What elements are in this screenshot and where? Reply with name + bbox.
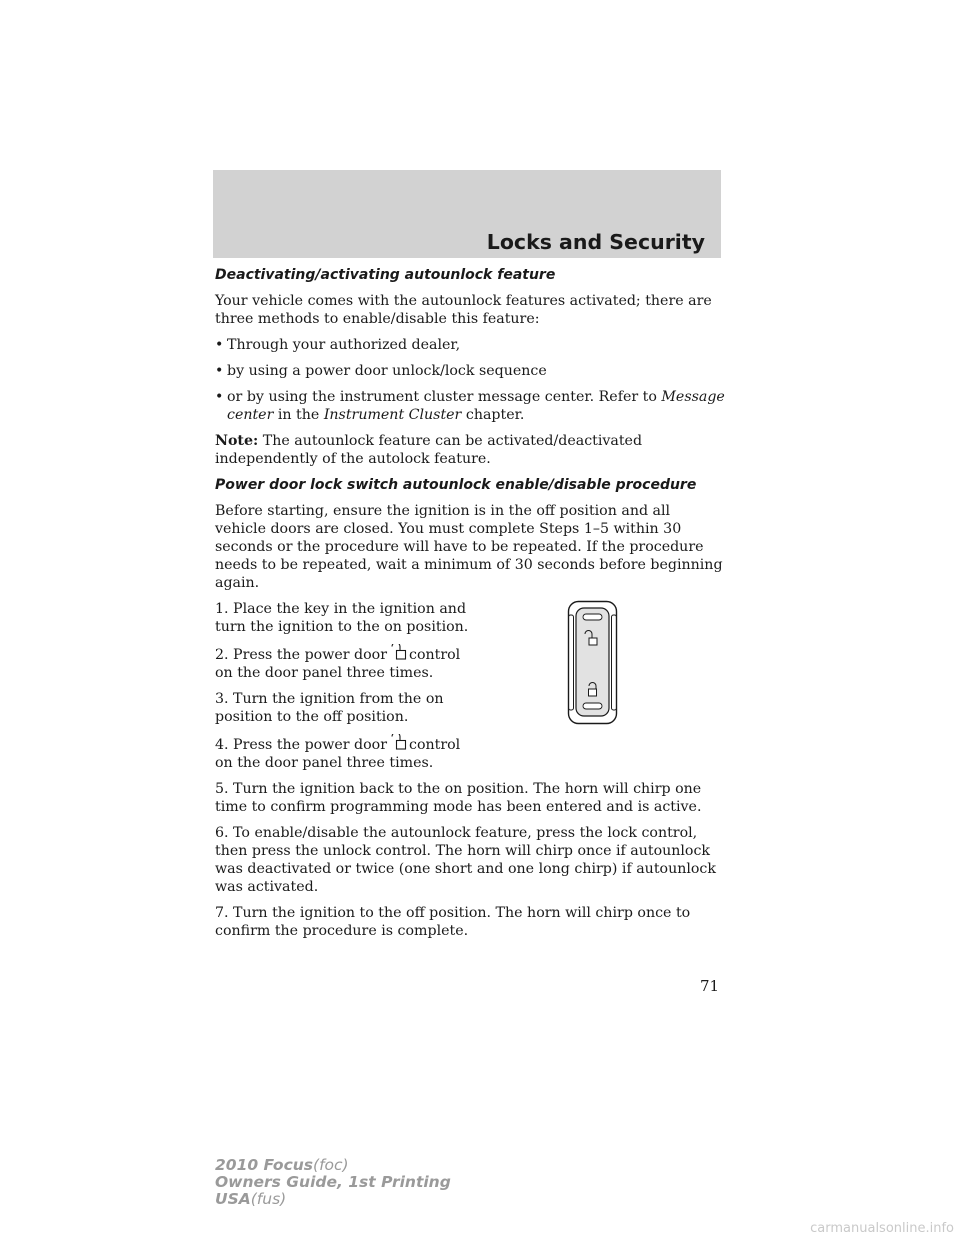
print-footer <box>215 1157 451 1208</box>
list-item: • or by using the instrument cluster message center. Refer to Message center in the Instrument Cluster chapter. <box>215 389 725 423</box>
note-paragraph <box>215 432 725 468</box>
footer-line-2: Owners Guide, 1st Printing <box>215 1173 451 1191</box>
section-header-band <box>213 170 721 258</box>
ref-message-center: Message center <box>227 389 725 423</box>
page-content <box>215 266 725 948</box>
unlock-icon <box>389 644 407 660</box>
step-2-pre: 2. Press the power door <box>215 647 387 663</box>
methods-list <box>215 336 725 424</box>
step-1: 1. Place the key in the ignition and turn the ignition to the on position. <box>215 601 469 635</box>
bullet-text-mid: in the <box>277 407 320 423</box>
step-4 <box>215 734 470 772</box>
step-6: 6. To enable/disable the autounlock feature, press the lock control, then press the unlock control. The horn will chirp once if autounlock was deactivated or twice (one short and one long chirp) if autounlock was activated. <box>215 825 716 895</box>
note-label: Note: <box>215 433 259 449</box>
step-2-post: control on the door panel three times. <box>215 647 461 681</box>
bullet-text-pre: or by using the instrument cluster message center. Refer to <box>227 389 657 405</box>
steps-with-figure <box>215 600 725 772</box>
unlock-icon <box>389 734 407 750</box>
bullet-text: Through your authorized dealer, <box>227 337 461 353</box>
list-item: • by using a power door unlock/lock sequence <box>215 363 547 379</box>
page-number: 71 <box>700 977 720 995</box>
power-door-lock-switch-illustration <box>567 600 632 740</box>
ref-instrument-cluster: Instrument Cluster <box>323 407 462 423</box>
step-4-post: control on the door panel three times. <box>215 737 461 771</box>
footer-market: USA <box>215 1190 251 1208</box>
step-7: 7. Turn the ignition to the off position. The horn will chirp once to confirm the procedure is complete. <box>215 905 691 939</box>
footer-line-1 <box>215 1157 451 1174</box>
watermark: carmanualsonline.info <box>810 1221 954 1236</box>
heading-procedure: Power door lock switch autounlock enable/disable procedure <box>215 477 697 493</box>
footer-market-code: (fus) <box>250 1190 287 1208</box>
bullet-text: by using a power door unlock/lock sequence <box>227 363 547 379</box>
step-5: 5. Turn the ignition back to the on position. The horn will chirp one time to confirm programming mode has been entered and is active. <box>215 781 702 815</box>
footer-model: 2010 Focus <box>215 1156 314 1174</box>
step-4-pre: 4. Press the power door <box>215 737 387 753</box>
procedure-intro: Before starting, ensure the ignition is in the off position and all vehicle doors are closed. You must complete Steps 1–5 within 30 seconds or the procedure will have to be repeated. If the procedure needs to be repeated, wait a minimum of 30 seconds before beginning again. <box>215 503 723 591</box>
list-item: • Through your authorized dealer, <box>215 337 461 353</box>
footer-model-code: (foc) <box>313 1156 349 1174</box>
section-title: Locks and Security <box>486 230 705 254</box>
bullet-text-post: chapter. <box>465 407 525 423</box>
step-3: 3. Turn the ignition from the on position to the off position. <box>215 691 444 725</box>
note-text: The autounlock feature can be activated/deactivated independently of the autolock feature. <box>215 433 643 467</box>
intro-paragraph: Your vehicle comes with the autounlock features activated; there are three methods to enable/disable this feature: <box>215 293 712 327</box>
step-2 <box>215 644 470 682</box>
heading-autounlock: Deactivating/activating autounlock feature <box>215 267 556 283</box>
footer-line-3 <box>215 1191 451 1208</box>
